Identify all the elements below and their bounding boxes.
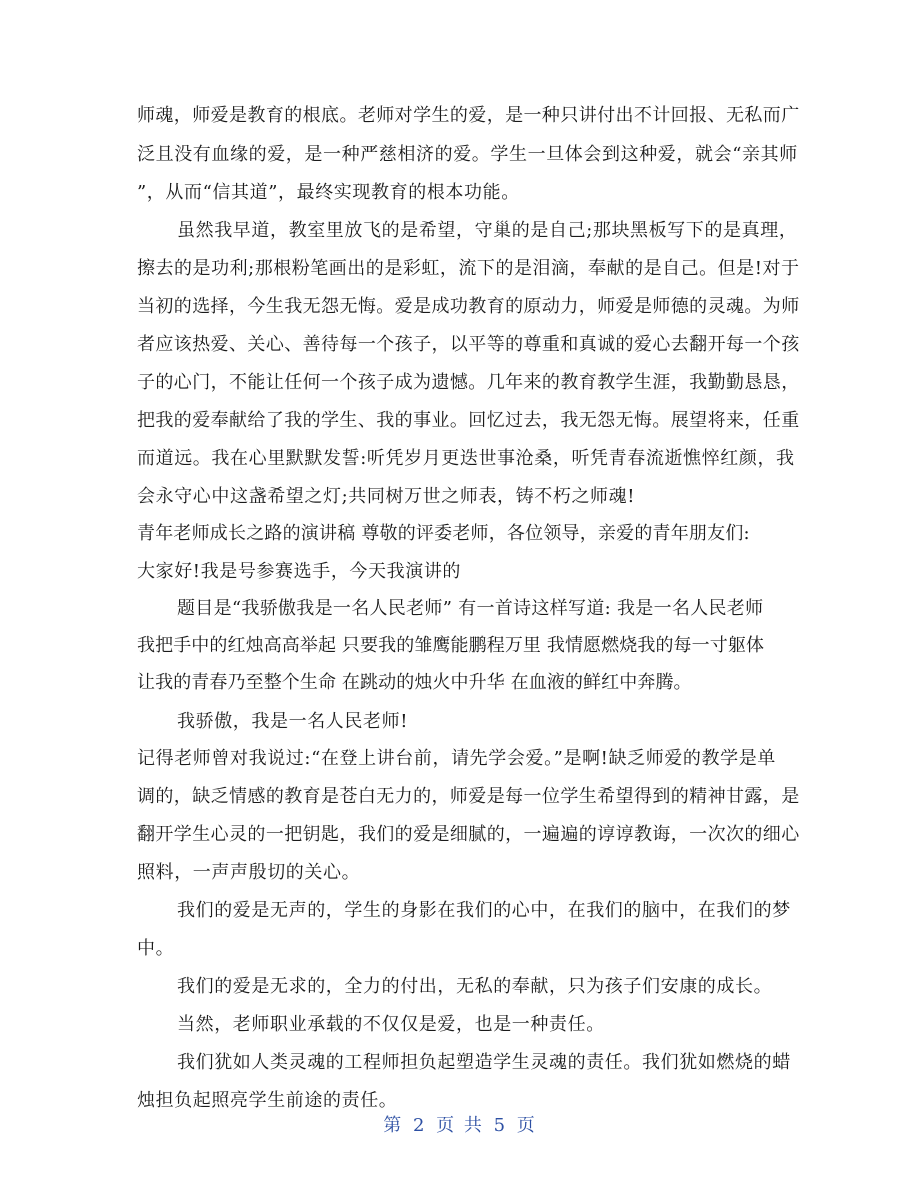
body-line: 虽然我早道，教室里放飞的是希望，守巢的是自己;那块黑板写下的是真理， (177, 220, 798, 241)
body-line: 者应该热爱、关心、善待每一个孩子，以平等的尊重和真诚的爱心去翻开每一个孩 (137, 334, 800, 355)
body-line: 我们的爱是无声的，学生的身影在我们的心中，在我们的脑中，在我们的梦 (177, 900, 791, 921)
body-line: 会永守心中这盏希望之灯;共同树万世之师表，铸不朽之师魂! (137, 486, 636, 507)
body-line: 翻开学生心灵的一把钥匙，我们的爱是细腻的，一遍遍的谆谆教诲，一次次的细心 (137, 824, 800, 845)
body-line: 泛且没有血缘的爱，是一种严慈相济的爱。学生一旦体会到这种爱，就会“亲其师 (137, 144, 798, 165)
body-line: 擦去的是功利;那根粉笔画出的是彩虹，流下的是泪滴，奉献的是自己。但是!对于 (137, 258, 800, 279)
body-line: 师魂，师爱是教育的根底。老师对学生的爱，是一种只讲付出不计回报、无私而广 (137, 105, 800, 126)
body-line: 把我的爱奉献给了我的学生、我的事业。回忆过去，我无怨无悔。展望将来，任重 (137, 410, 800, 431)
body-line: 记得老师曾对我说过:“在登上讲台前，请先学会爱。”是啊!缺乏师爱的教学是单 (137, 748, 776, 769)
page-mid: 页 共 (436, 1115, 484, 1136)
page-footer (0, 1114, 920, 1138)
page-prefix: 第 (383, 1115, 404, 1136)
page-total: 5 (493, 1115, 508, 1136)
page-suffix: 页 (516, 1115, 537, 1136)
body-line: 中。 (137, 938, 175, 959)
speech-title-line: 青年老师成长之路的演讲稿 尊敬的评委老师，各位领导，亲爱的青年朋友们: (137, 523, 750, 544)
page-number: 2 (412, 1115, 427, 1136)
body-line: 我们的爱是无求的，全力的付出，无私的奉献，只为孩子们安康的成长。 (177, 976, 773, 997)
body-line: 我们犹如人类灵魂的工程师担负起塑造学生灵魂的责任。我们犹如燃烧的蜡 (177, 1052, 791, 1073)
body-line: 烛担负起照亮学生前途的责任。 (137, 1090, 398, 1111)
body-line: 而道远。我在心里默默发誓:听凭岁月更迭世事沧桑，听凭青春流逝憔悴红颜，我 (137, 448, 795, 469)
body-line: 当然，老师职业承载的不仅仅是爱，也是一种责任。 (177, 1014, 605, 1035)
body-line: ”，从而“信其道”，最终实现教育的根本功能。 (137, 182, 520, 203)
body-line: 当初的选择，今生我无怨无悔。爱是成功教育的原动力，师爱是师德的灵魂。为师 (137, 296, 800, 317)
body-line: 照料，一声声殷切的关心。 (137, 862, 361, 883)
poem-line: 我把手中的红烛高高举起 只要我的雏鹰能鹏程万里 我情愿燃烧我的每一寸躯体 (137, 635, 765, 656)
poem-line: 让我的青春乃至整个生命 在跳动的烛火中升华 在血液的鲜红中奔腾。 (137, 672, 692, 693)
body-line: 调的，缺乏情感的教育是苍白无力的，师爱是每一位学生希望得到的精神甘露，是 (137, 786, 800, 807)
body-line: 子的心门，不能让任何一个孩子成为遗憾。几年来的教育教学生涯，我勤勤恳恳， (137, 372, 800, 393)
body-line: 大家好!我是号参赛选手，今天我演讲的 (137, 561, 462, 582)
body-line: 我骄傲，我是一名人民老师! (177, 711, 409, 732)
poem-line: 题目是“我骄傲我是一名人民老师” 有一首诗这样写道: 我是一名人民老师 (177, 598, 764, 619)
